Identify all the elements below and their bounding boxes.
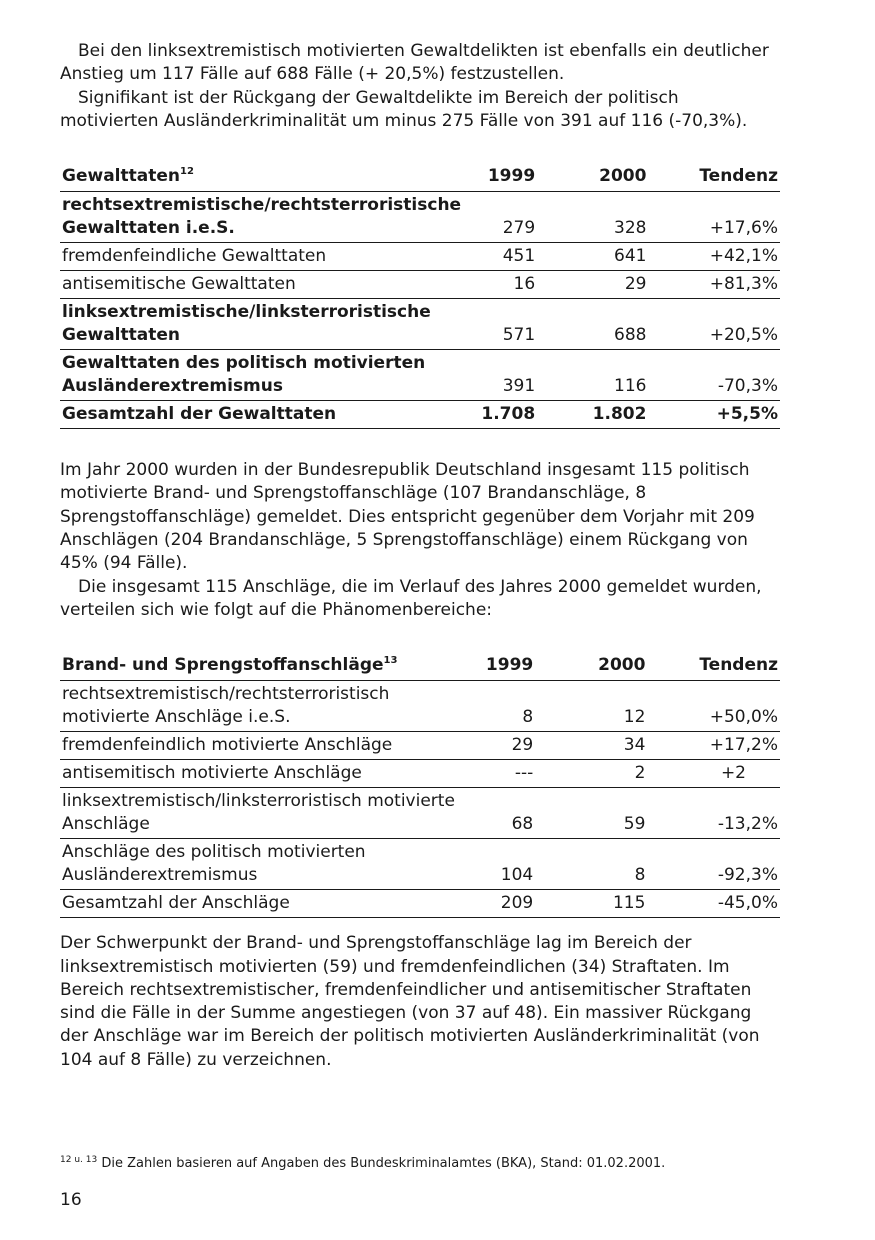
row-label: fremdenfeindlich motivierte Anschläge <box>60 732 462 760</box>
value-1999: 451 <box>464 243 537 271</box>
value-2000: 688 <box>537 299 648 350</box>
column-header-2000: 2000 <box>535 652 647 681</box>
value-1999: 391 <box>464 350 537 401</box>
value-1999: --- <box>462 760 535 788</box>
value-1999: 29 <box>462 732 535 760</box>
table-row <box>60 271 780 299</box>
value-2000: 1.802 <box>537 401 648 429</box>
value-1999: 8 <box>462 681 535 732</box>
value-2000: 2 <box>535 760 647 788</box>
value-trend: +17,2% <box>647 732 780 760</box>
page-content <box>60 40 780 1072</box>
table-row <box>60 243 780 271</box>
table-header-row <box>60 163 780 192</box>
row-label: rechtsextremistische/rechtsterroristische Gewalttaten i.e.S. <box>60 192 464 243</box>
violence-table <box>60 163 780 429</box>
page-number: 16 <box>60 1190 82 1210</box>
value-2000: 8 <box>535 839 647 890</box>
value-1999: 209 <box>462 890 535 918</box>
value-trend: +50,0% <box>647 681 780 732</box>
attacks-table <box>60 652 780 918</box>
value-2000: 29 <box>537 271 648 299</box>
column-header-trend: Tendenz <box>647 652 780 681</box>
value-2000: 641 <box>537 243 648 271</box>
footnote-marker: 12 u. 13 <box>60 1155 98 1165</box>
value-trend: +5,5% <box>648 401 780 429</box>
row-label: antisemitische Gewalttaten <box>60 271 464 299</box>
row-label: linksextremistische/linksterroristische Gewalttaten <box>60 299 464 350</box>
row-label: Anschläge des politisch motivierten Ausländerextremismus <box>60 839 462 890</box>
closing-paragraph: Der Schwerpunkt der Brand- und Sprengstoffanschläge lag im Bereich der linksextremistisch motivierten (59) und fremdenfeindlichen (34) Straftaten. Im Bereich rechtsextremistischer, fremdenfeindlicher und antisemitischer Straftaten sind die Fälle in der Summe angestiegen (von 37 auf 48). Ein massiver Rückgang der Anschläge war im Bereich der politisch motivierten Ausländerkriminalität (von 104 auf 8 Fälle) zu verzeichnen. <box>60 933 760 1070</box>
table-row <box>60 760 780 788</box>
value-2000: 116 <box>537 350 648 401</box>
table-row <box>60 839 780 890</box>
value-1999: 571 <box>464 299 537 350</box>
footnote-text: Die Zahlen basieren auf Angaben des Bundeskriminalamtes (BKA), Stand: 01.02.2001. <box>101 1156 666 1171</box>
row-label: rechtsextremistisch/rechtsterroristisch motivierte Anschläge i.e.S. <box>60 681 462 732</box>
table-total-row <box>60 401 780 429</box>
table-header-row <box>60 652 780 681</box>
table-row <box>60 788 780 839</box>
value-1999: 68 <box>462 788 535 839</box>
intro-paragraph-1: Bei den linksextremistisch motivierten Gewaltdelikten ist ebenfalls ein deutlicher Anstieg um 117 Fälle auf 688 Fälle (+ 20,5%) festzustellen. <box>60 41 769 85</box>
row-label: antisemitisch motivierte Anschläge <box>60 760 462 788</box>
value-trend: +20,5% <box>648 299 780 350</box>
value-trend: +81,3% <box>648 271 780 299</box>
column-header-trend: Tendenz <box>648 163 780 192</box>
value-trend: +17,6% <box>648 192 780 243</box>
column-header-category: Brand- und Sprengstoffanschläge$^{13}$ <box>60 652 462 681</box>
table-row <box>60 350 780 401</box>
table-row <box>60 192 780 243</box>
footnote <box>60 1156 665 1171</box>
table-row <box>60 732 780 760</box>
row-label: Gesamtzahl der Anschläge <box>60 890 462 918</box>
value-2000: 34 <box>535 732 647 760</box>
value-trend: -13,2% <box>647 788 780 839</box>
value-trend: -92,3% <box>647 839 780 890</box>
value-1999: 1.708 <box>464 401 537 429</box>
value-2000: 12 <box>535 681 647 732</box>
table-row <box>60 299 780 350</box>
column-header-1999: 1999 <box>462 652 535 681</box>
value-trend: -70,3% <box>648 350 780 401</box>
footnote-ref: 13 <box>383 655 398 667</box>
value-2000: 328 <box>537 192 648 243</box>
row-label: fremdenfeindliche Gewalttaten <box>60 243 464 271</box>
row-label: Gewalttaten des politisch motivierten Ausländerextremismus <box>60 350 464 401</box>
body-paragraph-4: Die insgesamt 115 Anschläge, die im Verlauf des Jahres 2000 gemeldet wurden, verteilen sich wie folgt auf die Phänomenbereiche: <box>60 576 762 620</box>
value-2000: 59 <box>535 788 647 839</box>
value-1999: 104 <box>462 839 535 890</box>
row-label: Gesamtzahl der Gewalttaten <box>60 401 464 429</box>
value-1999: 279 <box>464 192 537 243</box>
footnote-ref: 12 <box>179 166 194 178</box>
intro-paragraph-2: Signifikant ist der Rückgang der Gewaltdelikte im Bereich der politisch motivierten Ausländerkriminalität um minus 275 Fälle von 391 auf 116 (-70,3%). <box>60 87 748 131</box>
column-header-1999: 1999 <box>464 163 537 192</box>
column-header-category: Gewalttaten$^{12}$ <box>60 163 464 192</box>
value-trend: +42,1% <box>648 243 780 271</box>
value-trend: +2 <box>647 760 780 788</box>
body-paragraph-3: Im Jahr 2000 wurden in der Bundesrepublik Deutschland insgesamt 115 politisch motivierte Brand- und Sprengstoffanschläge (107 Brandanschläge, 8 Sprengstoffanschläge) gemeldet. Dies entspricht gegenüber dem Vorjahr mit 209 Anschlägen (204 Brandanschläge, 5 Sprengstoffanschläge) einem Rückgang von 45% (94 Fälle). <box>60 460 755 574</box>
table-total-row <box>60 890 780 918</box>
value-2000: 115 <box>535 890 647 918</box>
table-row <box>60 681 780 732</box>
row-label: linksextremistisch/linksterroristisch motivierte Anschläge <box>60 788 462 839</box>
value-1999: 16 <box>464 271 537 299</box>
value-trend: -45,0% <box>647 890 780 918</box>
column-header-2000: 2000 <box>537 163 648 192</box>
